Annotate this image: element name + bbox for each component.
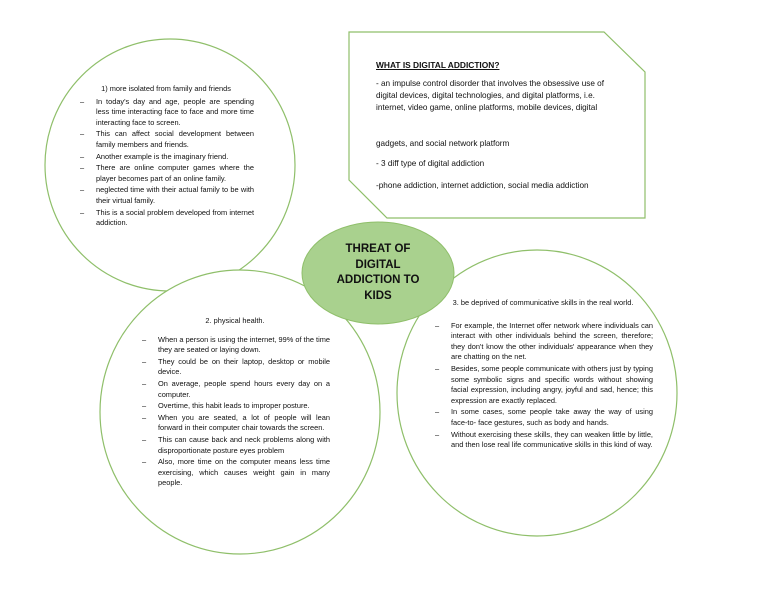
list-item: – For example, the Internet offer network where individuals can interact with other individuals behind the screen, therefore; they don't know the other individuals' appearance when they are chatting on the net. [433,321,653,363]
list-item: – When a person is using the internet, 99% of the time they are seated or laying down. [140,335,330,356]
list-item: – This can cause back and neck problems along with disproportionate posture eyes problem [140,435,330,456]
isolation-list [78,97,254,229]
list-item: – This can affect social development between family members and friends. [78,129,254,150]
list-item: – Besides, some people communicate with others just by typing some symbolic signs and specific words without showing facial expression, including angry, joyful and sad, hence; this expression are exactly replaced. [433,364,653,406]
main-title-line: DIGITAL [355,258,401,271]
physical-health-section [140,316,330,490]
list-item: – neglected time with their actual family to be with their virtual family. [78,185,254,206]
physical-health-list [140,335,330,489]
list-item: – On average, people spend hours every day on a computer. [140,379,330,400]
physical-health-heading: 2. physical health. [205,316,265,325]
list-item: – In today's day and age, people are spending less time interacting face to face and more time interacting face to screen. [78,97,254,129]
communicative-skills-heading: 3. be deprived of communicative skills in the real world. [452,298,634,307]
definition-paragraph: -phone addiction, internet addiction, social media addiction [376,181,589,190]
list-item: – They could be on their laptop, desktop or mobile device. [140,357,330,378]
isolation-section [78,84,254,230]
definition-paragraph: gadgets, and social network platform [376,139,510,148]
list-item: – Overtime, this habit leads to improper posture. [140,401,330,412]
main-title-line: KIDS [364,289,392,302]
list-item: – Without exercising these skills, they can weaken little by little, and then lose real life communicative skills in this kind of way. [433,430,653,451]
communicative-skills-list [433,321,653,451]
main-title-line: THREAT OF [345,243,411,255]
definition-box-content [349,32,645,218]
list-item: – Also, more time on the computer means less time exercising, which causes weight gain in many people. [140,457,330,489]
list-item: – There are online computer games where the player becomes part of an online family. [78,163,254,184]
definition-paragraph: - 3 diff type of digital addiction [376,159,485,168]
list-item: – In some cases, some people take away the way of using face-to- face gestures, such as body and hands. [433,407,653,428]
definition-title: WHAT IS DIGITAL ADDICTION? [376,60,500,70]
list-item: – This is a social problem developed from internet addiction. [78,208,254,229]
isolation-heading: 1) more isolated from family and friends [101,84,231,93]
list-item: – When you are seated, a lot of people will lean forward in their computer chair towards the screen. [140,413,330,434]
main-title-line: ADDICTION TO [336,274,420,286]
communicative-skills-section [433,298,653,452]
main-title [302,222,454,324]
list-item: – Another example is the imaginary friend. [78,152,254,163]
definition-paragraph: - an impulse control disorder that involves the obsessive use of digital devices, digital technologies, and digital platforms, i.e. internet, video game, online platforms, mobile devices, digital [376,79,605,112]
